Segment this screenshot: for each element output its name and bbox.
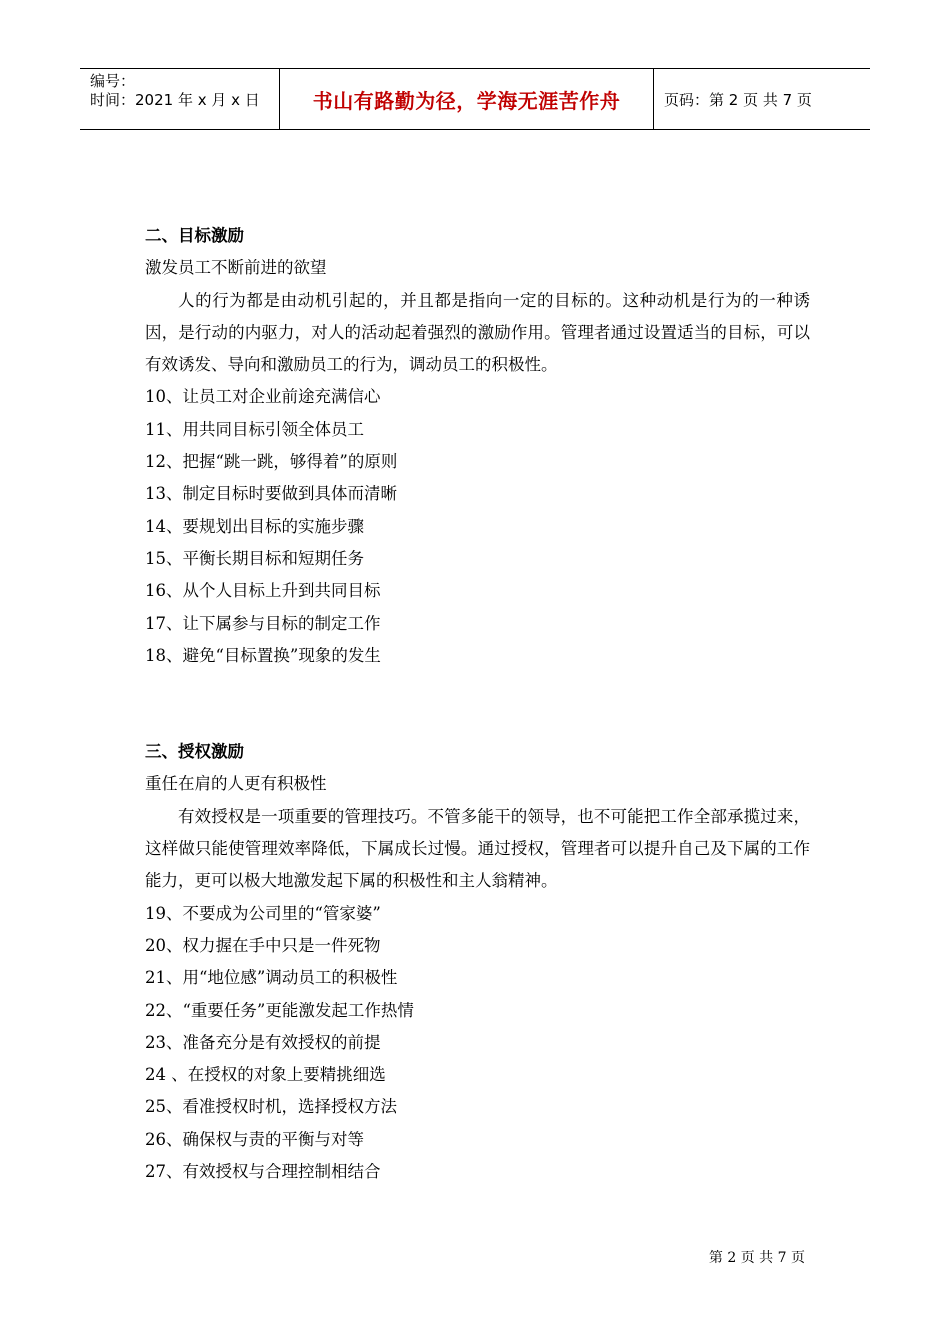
list-item: 13、制定目标时要做到具体而清晰 (145, 484, 397, 504)
list-item: 21、用“地位感”调动员工的积极性 (145, 968, 398, 988)
list-item: 27、有效授权与合理控制相结合 (145, 1162, 381, 1182)
list-item: 17、让下属参与目标的制定工作 (145, 613, 381, 633)
list-item: 22、“重要任务”更能激发起工作热情 (145, 1000, 414, 1020)
list-item: 10、让员工对企业前途充满信心 (145, 387, 381, 407)
page-footer: 第 2 页 共 7 页 (708, 1250, 805, 1266)
section-paragraph: 人的行为都是由动机引起的，并且都是指向一定的目标的。这种动机是行为的一种诱因，是行动的内驱力，对人的活动起着强烈的激励作用。管理者通过设置适当的目标，可以有效诱发、导向和激励员工的行为，调动员工的积极性。 (145, 290, 810, 375)
list-item: 15、平衡长期目标和短期任务 (145, 548, 364, 568)
list-item: 20、权力握在手中只是一件死物 (145, 935, 381, 955)
header-motto: 书山有路勤为径，学海无涯苦作舟 (280, 69, 654, 129)
header-meta-cell (80, 69, 280, 129)
list-item: 18、避免“目标置换”现象的发生 (145, 645, 381, 665)
list-item: 14、要规划出目标的实施步骤 (145, 516, 364, 536)
number-label: 编号： (90, 72, 136, 90)
list-item: 26、确保权与责的平衡与对等 (145, 1129, 364, 1149)
time-label: 时间：2021 年 x 月 x 日 (90, 91, 260, 109)
section-paragraph: 有效授权是一项重要的管理技巧。不管多能干的领导，也不可能把工作全部承揽过来，这样做只能使管理效率降低，下属成长过慢。通过授权，管理者可以提升自己及下属的工作能力，更可以极大地激发起下属的积极性和主人翁精神。 (145, 806, 810, 891)
list-item: 23、准备充分是有效授权的前提 (145, 1032, 381, 1052)
document-body (145, 220, 810, 1188)
section-subtitle: 激发员工不断前进的欲望 (145, 258, 327, 278)
page-header (80, 68, 870, 130)
list-item: 19、不要成为公司里的“管家婆” (145, 903, 381, 923)
section-gap (145, 672, 810, 736)
section-subtitle: 重任在肩的人更有积极性 (145, 774, 327, 794)
list-item: 24 、在授权的对象上要精挑细选 (145, 1065, 386, 1085)
list-item: 25、看准授权时机，选择授权方法 (145, 1097, 397, 1117)
list-item: 16、从个人目标上升到共同目标 (145, 581, 381, 601)
section-title: 二、目标激励 (145, 226, 244, 245)
list-item: 11、用共同目标引领全体员工 (145, 419, 364, 439)
header-page-info: 页码：第 2 页 共 7 页 (664, 90, 812, 109)
list-item: 12、把握“跳一跳，够得着”的原则 (145, 452, 398, 472)
section-title: 三、授权激励 (145, 742, 244, 762)
